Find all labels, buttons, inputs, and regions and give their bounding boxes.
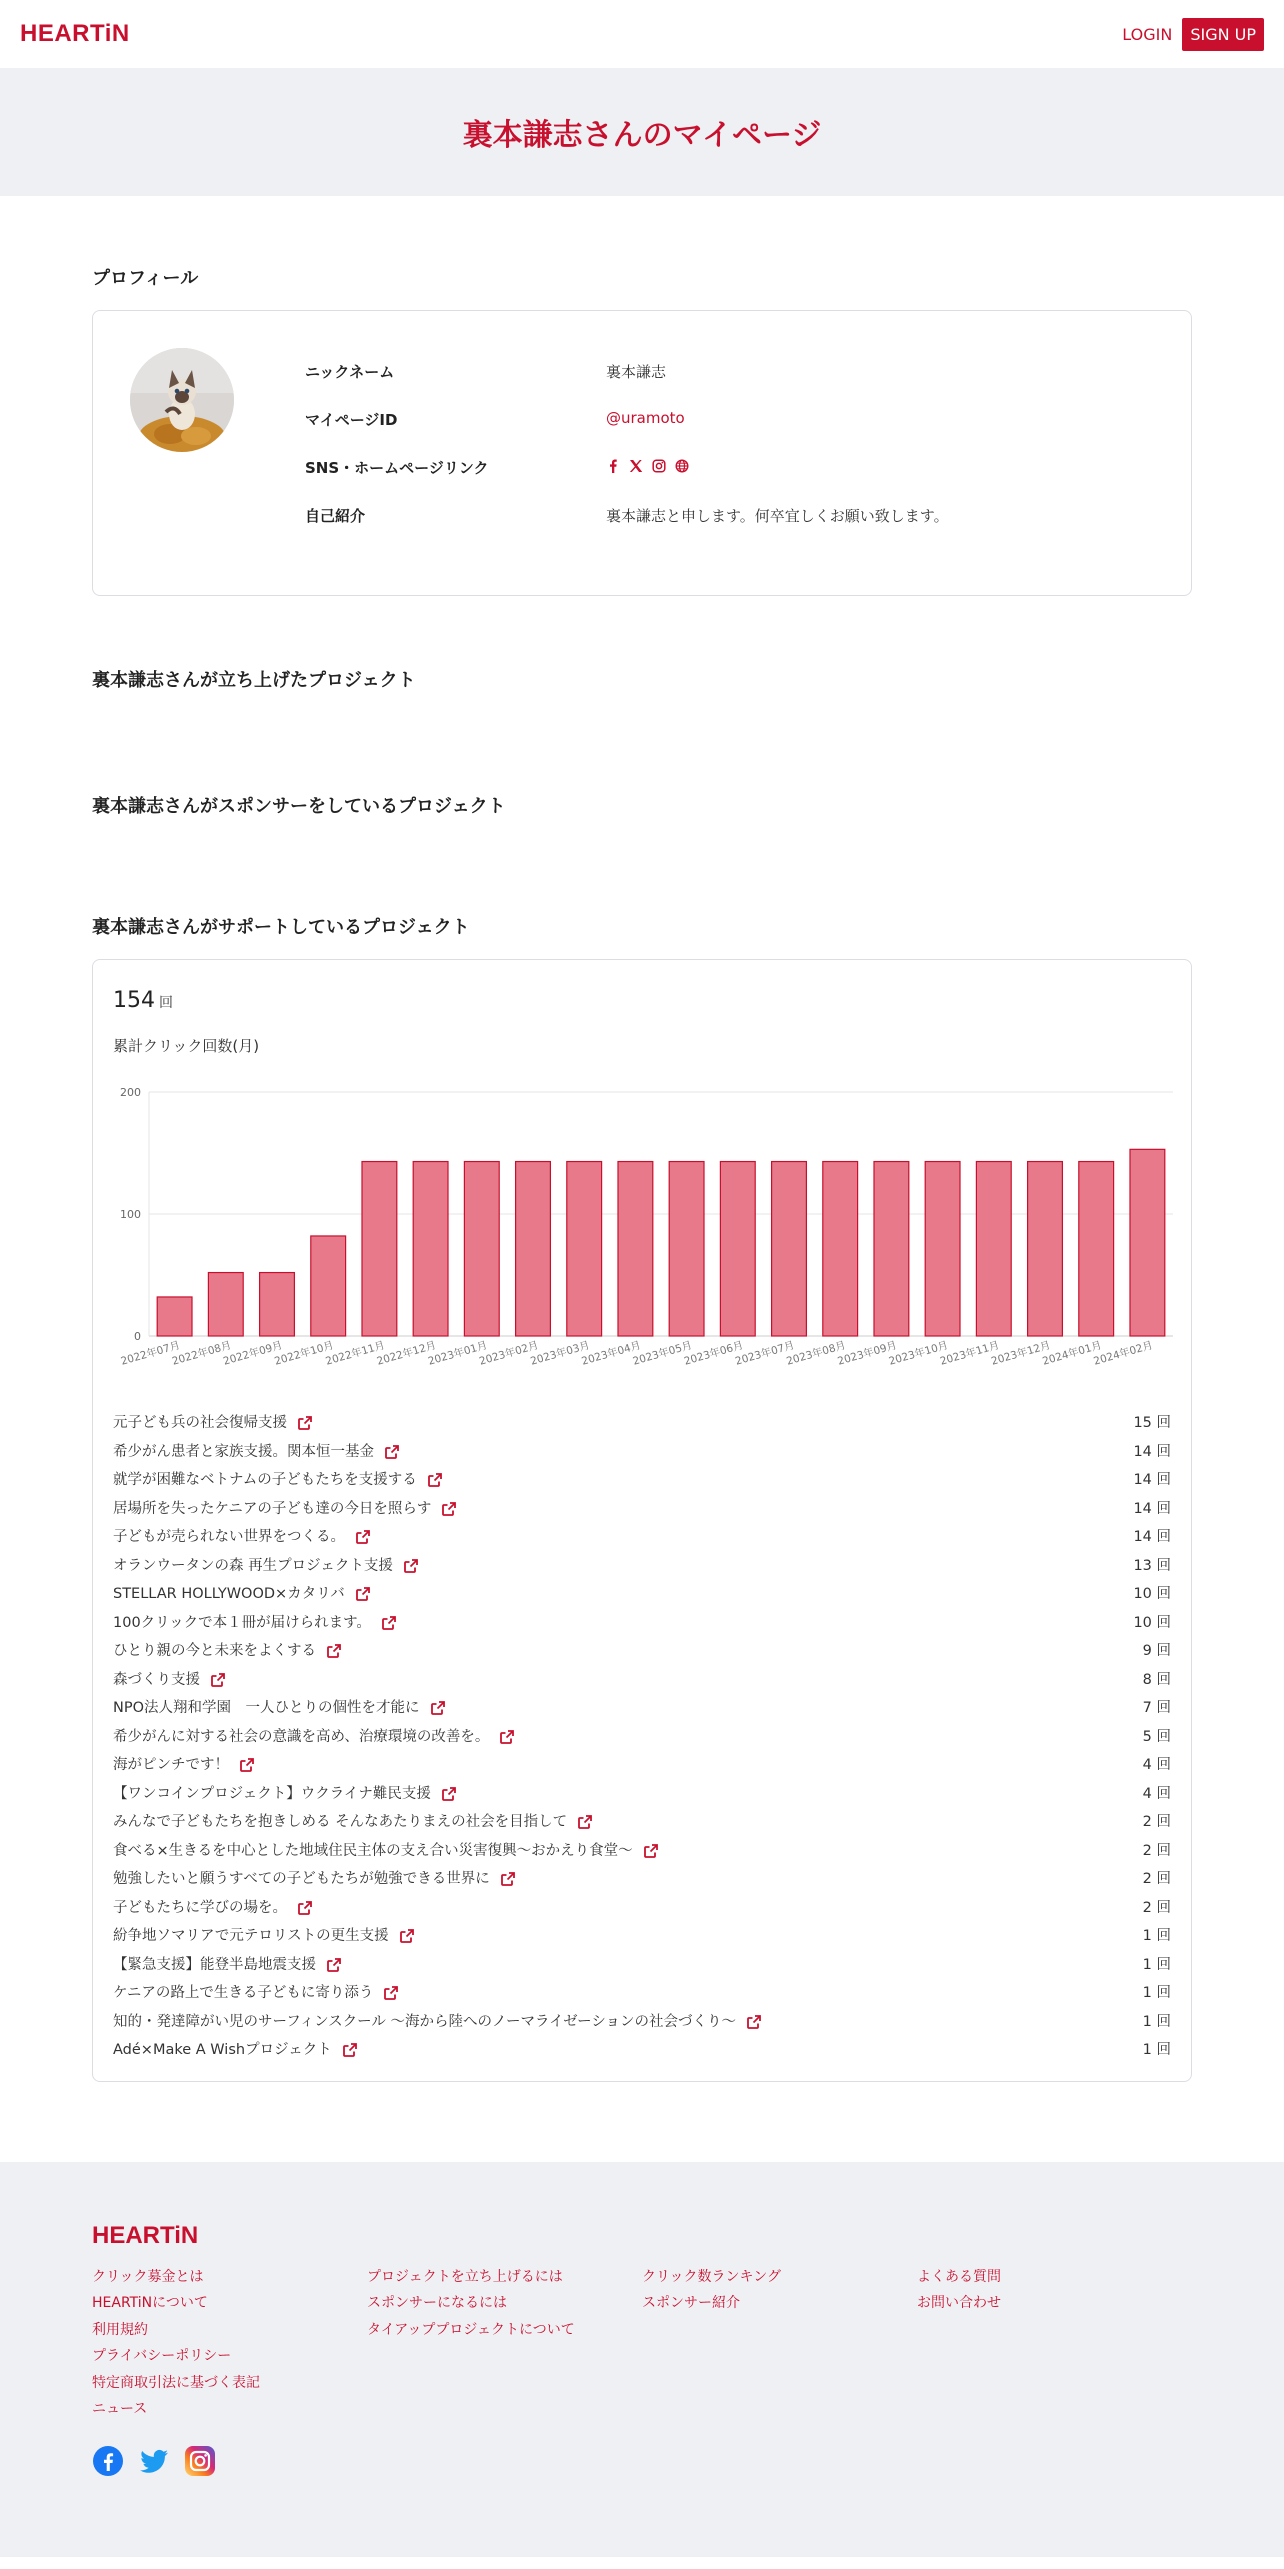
login-link[interactable]: LOGIN <box>1122 24 1173 44</box>
project-title: 子どもが売られない世界をつくる。 <box>113 1529 345 1545</box>
auth-links <box>1122 18 1264 51</box>
external-link-icon[interactable] <box>441 1786 457 1802</box>
project-title: 食べる×生きるを中心とした地域住民主体の支え合い災害復興〜おかえり食堂〜 <box>113 1842 633 1859</box>
project-name <box>113 1979 1143 2008</box>
facebook-icon[interactable] <box>92 2445 124 2477</box>
x-tick-label: 2023年06月 <box>682 1339 745 1368</box>
project-list-item <box>113 1979 1171 2008</box>
total-clicks-unit: 回 <box>159 995 173 1011</box>
project-click-count: 1 回 <box>1142 1928 1171 1944</box>
project-list-item <box>113 1495 1171 1524</box>
x-tick-label: 2022年11月 <box>324 1339 387 1368</box>
launched-projects-title: 裏本謙志さんが立ち上げたプロジェクト <box>92 670 416 691</box>
external-link-icon[interactable] <box>355 1586 371 1602</box>
x-tick-label: 2023年08月 <box>785 1339 848 1368</box>
project-name <box>113 1865 1143 1894</box>
chart-bar <box>772 1162 807 1336</box>
mypage-id-label: マイページID <box>305 411 398 429</box>
project-click-count: 4 回 <box>1142 1785 1171 1802</box>
external-link-icon[interactable] <box>210 1672 226 1688</box>
external-link-icon[interactable] <box>326 1643 342 1659</box>
project-title: 就学が困難なベトナムの子どもたちを支援する <box>113 1472 417 1488</box>
project-click-count: 8 回 <box>1142 1671 1171 1688</box>
x-tick-label: 2024年01月 <box>1041 1339 1104 1368</box>
footer-column <box>92 2264 367 2423</box>
sns-label: SNS・ホームページリンク <box>305 459 489 477</box>
external-link-icon[interactable] <box>326 1957 342 1973</box>
site-logo[interactable]: HEARTiN <box>20 20 130 47</box>
project-title: STELLAR HOLLYWOOD×カタリバ <box>113 1586 345 1602</box>
project-list-item <box>113 1694 1171 1723</box>
external-link-icon[interactable] <box>430 1700 446 1716</box>
project-list-item <box>113 1723 1171 1752</box>
project-name <box>113 1438 1133 1467</box>
project-title: みんなで子どもたちを抱きしめる そんなあたりまえの社会を目指して <box>113 1814 568 1830</box>
project-click-count: 14 回 <box>1133 1443 1171 1460</box>
project-title: 【ワンコインプロジェクト】ウクライナ難民支援 <box>113 1785 431 1802</box>
footer-link[interactable]: プロジェクトを立ち上げるには <box>367 2268 563 2285</box>
project-name <box>113 1780 1143 1809</box>
external-link-icon[interactable] <box>381 1615 397 1631</box>
project-name <box>113 1922 1143 1951</box>
x-tick-label: 2023年11月 <box>938 1339 1001 1368</box>
project-click-count: 2 回 <box>1142 1842 1171 1859</box>
external-link-icon[interactable] <box>403 1558 419 1574</box>
project-list-item <box>113 1780 1171 1809</box>
project-list-item <box>113 1751 1171 1780</box>
chart-bar <box>208 1273 243 1336</box>
chart-bar <box>976 1162 1011 1336</box>
footer-link[interactable]: 利用規約 <box>92 2321 148 2338</box>
project-title: 森づくり支援 <box>113 1671 200 1688</box>
project-title: 紛争地ソマリアで元テロリストの更生支援 <box>113 1928 389 1944</box>
project-name <box>113 1409 1133 1438</box>
project-title: 海がピンチです！ <box>113 1757 229 1773</box>
project-name <box>113 1666 1143 1695</box>
project-click-count: 13 回 <box>1133 1557 1171 1574</box>
external-link-icon[interactable] <box>643 1843 659 1859</box>
profile-row-bio <box>305 505 1171 553</box>
project-list-item <box>113 1552 1171 1581</box>
chart-bar <box>823 1162 858 1336</box>
chart-bar <box>1079 1162 1114 1336</box>
project-click-count: 10 回 <box>1133 1586 1171 1602</box>
chart-bar <box>311 1236 346 1336</box>
x-tick-label: 2023年10月 <box>887 1339 950 1368</box>
chart-bar <box>874 1162 909 1336</box>
chart-caption: 累計クリック回数(月) <box>113 1037 260 1055</box>
chart-bar <box>618 1162 653 1336</box>
external-link-icon[interactable] <box>383 1985 399 2001</box>
footer-link[interactable]: HEARTiNについて <box>92 2295 208 2311</box>
x-tick-label: 2023年02月 <box>477 1339 540 1368</box>
footer-link[interactable]: スポンサーになるには <box>367 2295 507 2311</box>
external-link-icon[interactable] <box>441 1501 457 1517</box>
project-list-item <box>113 1466 1171 1495</box>
instagram-icon[interactable] <box>652 459 666 473</box>
project-click-count: 14 回 <box>1133 1472 1171 1488</box>
project-name <box>113 1951 1143 1980</box>
x-tick-label: 2022年08月 <box>170 1339 233 1368</box>
project-click-count: 2 回 <box>1142 1899 1171 1916</box>
project-title: 居場所を失ったケニアの子ども達の今日を照らす <box>113 1500 432 1517</box>
project-title: 知的・発達障がい児のサーフィンスクール 〜海から陸へのノーマライゼーションの社会づくり〜 <box>113 2013 737 2030</box>
project-list-item <box>113 1609 1171 1638</box>
project-title: Adé×Make A Wishプロジェクト <box>113 2042 332 2058</box>
avatar <box>130 348 234 452</box>
total-clicks <box>113 988 1171 1013</box>
x-tick-label: 2023年01月 <box>426 1339 489 1368</box>
supported-projects-title: 裏本謙志さんがサポートしているプロジェクト <box>92 917 470 938</box>
project-title: 【緊急支援】能登半島地震支援 <box>113 1956 316 1973</box>
project-list-item <box>113 2008 1171 2037</box>
chart-bar <box>362 1162 397 1336</box>
bar-chart <box>113 1074 1173 1399</box>
footer-column <box>642 2264 917 2423</box>
chart-bar <box>516 1162 551 1336</box>
project-name <box>113 1751 1143 1780</box>
project-title: オランウータンの森 再生プロジェクト支援 <box>113 1557 393 1574</box>
external-link-icon[interactable] <box>342 2042 358 2058</box>
sns-links <box>606 457 689 473</box>
project-click-count: 7 回 <box>1142 1700 1171 1716</box>
x-tick-label: 2023年03月 <box>529 1339 592 1368</box>
globe-icon[interactable] <box>675 459 689 473</box>
project-click-count: 14 回 <box>1133 1500 1171 1517</box>
project-list-item <box>113 1865 1171 1894</box>
chart-bar <box>720 1162 755 1336</box>
supported-projects-card <box>92 959 1192 2082</box>
footer-link[interactable]: よくある質問 <box>917 2268 1001 2285</box>
project-list-item <box>113 1951 1171 1980</box>
x-tick-label: 2023年07月 <box>733 1339 796 1368</box>
project-list-item <box>113 1438 1171 1467</box>
project-list <box>113 1409 1171 2065</box>
project-title: ひとり親の今と未来をよくする <box>113 1643 316 1659</box>
chart-bar <box>413 1162 448 1336</box>
monthly-clicks-chart <box>113 1074 1171 1399</box>
page-title: 裏本謙志さんのマイページ <box>462 118 822 153</box>
x-tick-label: 2023年05月 <box>631 1339 694 1368</box>
x-icon[interactable] <box>629 459 643 473</box>
project-title: 希少がんに対する社会の意識を高め、治療環境の改善を。 <box>113 1728 490 1745</box>
profile-section-title: プロフィール <box>92 268 199 289</box>
project-list-item <box>113 1580 1171 1609</box>
footer-link[interactable]: タイアッププロジェクトについて <box>367 2321 575 2338</box>
project-title: 元子ども兵の社会復帰支援 <box>113 1415 287 1431</box>
sponsored-projects-title: 裏本謙志さんがスポンサーをしているプロジェクト <box>92 796 506 817</box>
y-tick-label: 0 <box>134 1330 141 1343</box>
external-link-icon[interactable] <box>355 1529 371 1545</box>
x-tick-label: 2022年12月 <box>375 1339 438 1368</box>
footer-link[interactable]: ニュース <box>92 2401 148 2417</box>
project-title: ケニアの路上で生きる子どもに寄り添う <box>113 1985 374 2001</box>
external-link-icon[interactable] <box>427 1472 443 1488</box>
main-content <box>92 196 1192 2162</box>
project-name <box>113 1580 1133 1609</box>
project-name <box>113 2036 1143 2065</box>
project-title: NPO法人翔和学園 一人ひとりの個性を才能に <box>113 1700 420 1716</box>
project-title: 100クリックで本１冊が届けられます。 <box>113 1614 371 1631</box>
project-click-count: 10 回 <box>1133 1614 1171 1631</box>
project-list-item <box>113 1808 1171 1837</box>
site-footer <box>0 2162 1284 2557</box>
chart-bar <box>157 1297 192 1336</box>
project-click-count: 1 回 <box>1142 1985 1171 2001</box>
external-link-icon[interactable] <box>577 1814 593 1830</box>
project-name <box>113 1723 1143 1752</box>
chart-bar <box>1028 1162 1063 1336</box>
project-list-item <box>113 1409 1171 1438</box>
bio-value: 裏本謙志と申します。何卒宜しくお願い致します。 <box>606 507 949 525</box>
project-name <box>113 1894 1143 1923</box>
project-title: 希少がん患者と家族支援。関本恒一基金 <box>113 1443 374 1460</box>
external-link-icon[interactable] <box>297 1415 313 1431</box>
nickname-value: 裏本謙志 <box>606 363 667 381</box>
external-link-icon[interactable] <box>399 1928 415 1944</box>
project-list-item <box>113 1837 1171 1866</box>
project-name <box>113 1808 1143 1837</box>
project-name <box>113 1694 1143 1723</box>
project-name <box>113 2008 1143 2037</box>
signup-button[interactable]: SIGN UP <box>1182 18 1264 51</box>
project-name <box>113 1837 1143 1866</box>
x-tick-label: 2023年04月 <box>580 1339 643 1368</box>
profile-row-sns <box>305 457 1171 505</box>
facebook-icon[interactable] <box>606 459 620 473</box>
chart-bar <box>567 1162 602 1336</box>
project-title: 子どもたちに学びの場を。 <box>113 1899 287 1916</box>
y-tick-label: 100 <box>120 1208 141 1221</box>
project-name <box>113 1552 1133 1581</box>
project-name <box>113 1466 1133 1495</box>
project-click-count: 14 回 <box>1133 1529 1171 1545</box>
project-list-item <box>113 1637 1171 1666</box>
project-name <box>113 1637 1143 1666</box>
project-click-count: 2 回 <box>1142 1871 1171 1887</box>
footer-column <box>367 2264 642 2423</box>
chart-bar <box>260 1273 295 1336</box>
project-click-count: 1 回 <box>1142 2042 1171 2058</box>
project-list-item <box>113 1894 1171 1923</box>
profile-row-mypage-id <box>305 409 1171 457</box>
external-link-icon[interactable] <box>239 1757 255 1773</box>
project-click-count: 4 回 <box>1142 1757 1171 1773</box>
project-click-count: 5 回 <box>1142 1728 1171 1745</box>
project-click-count: 1 回 <box>1142 1956 1171 1973</box>
footer-link[interactable]: お問い合わせ <box>917 2295 1001 2311</box>
project-name <box>113 1495 1133 1524</box>
twitter-icon[interactable] <box>138 2445 170 2477</box>
project-list-item <box>113 2036 1171 2065</box>
page-hero <box>0 68 1284 196</box>
x-tick-label: 2022年07月 <box>119 1339 182 1368</box>
mypage-id-value[interactable]: @uramoto <box>606 409 685 427</box>
external-link-icon[interactable] <box>500 1871 516 1887</box>
project-click-count: 1 回 <box>1142 2013 1171 2030</box>
chart-bar <box>464 1162 499 1336</box>
profile-card <box>92 310 1192 596</box>
x-tick-label: 2023年12月 <box>989 1339 1052 1368</box>
footer-social <box>92 2445 1192 2477</box>
bio-label: 自己紹介 <box>305 507 366 525</box>
total-clicks-count: 154 <box>113 988 155 1013</box>
footer-column <box>917 2264 1192 2423</box>
x-tick-label: 2022年10月 <box>273 1339 336 1368</box>
project-title: 勉強したいと願うすべての子どもたちが勉強できる世界に <box>113 1871 490 1887</box>
external-link-icon[interactable] <box>297 1900 313 1916</box>
instagram-icon[interactable] <box>184 2445 216 2477</box>
project-click-count: 2 回 <box>1142 1814 1171 1830</box>
project-list-item <box>113 1523 1171 1552</box>
profile-row-nickname <box>305 361 1171 409</box>
y-tick-label: 200 <box>120 1086 141 1099</box>
avatar-image <box>130 348 234 452</box>
project-name <box>113 1609 1133 1638</box>
site-header <box>0 0 1284 68</box>
project-click-count: 15 回 <box>1133 1415 1171 1431</box>
chart-bar <box>1130 1149 1165 1336</box>
nickname-label: ニックネーム <box>305 363 395 381</box>
external-link-icon[interactable] <box>499 1729 515 1745</box>
footer-logo[interactable]: HEARTiN <box>92 2221 199 2249</box>
footer-link[interactable]: スポンサー紹介 <box>642 2295 740 2311</box>
chart-bar <box>925 1162 960 1336</box>
project-list-item <box>113 1922 1171 1951</box>
x-tick-label: 2024年02月 <box>1092 1339 1155 1368</box>
footer-links <box>92 2264 1192 2423</box>
footer-link[interactable]: 特定商取引法に基づく表記 <box>92 2374 260 2391</box>
x-tick-label: 2023年09月 <box>836 1339 899 1368</box>
project-name <box>113 1523 1133 1552</box>
external-link-icon[interactable] <box>384 1444 400 1460</box>
external-link-icon[interactable] <box>746 2014 762 2030</box>
footer-link[interactable]: クリック募金とは <box>92 2268 204 2285</box>
footer-link[interactable]: クリック数ランキング <box>642 2268 782 2285</box>
profile-details <box>305 361 1171 553</box>
footer-link[interactable]: プライバシーポリシー <box>92 2348 232 2364</box>
chart-bar <box>669 1162 704 1336</box>
x-tick-label: 2022年09月 <box>221 1339 284 1368</box>
project-click-count: 9 回 <box>1142 1643 1171 1659</box>
project-list-item <box>113 1666 1171 1695</box>
